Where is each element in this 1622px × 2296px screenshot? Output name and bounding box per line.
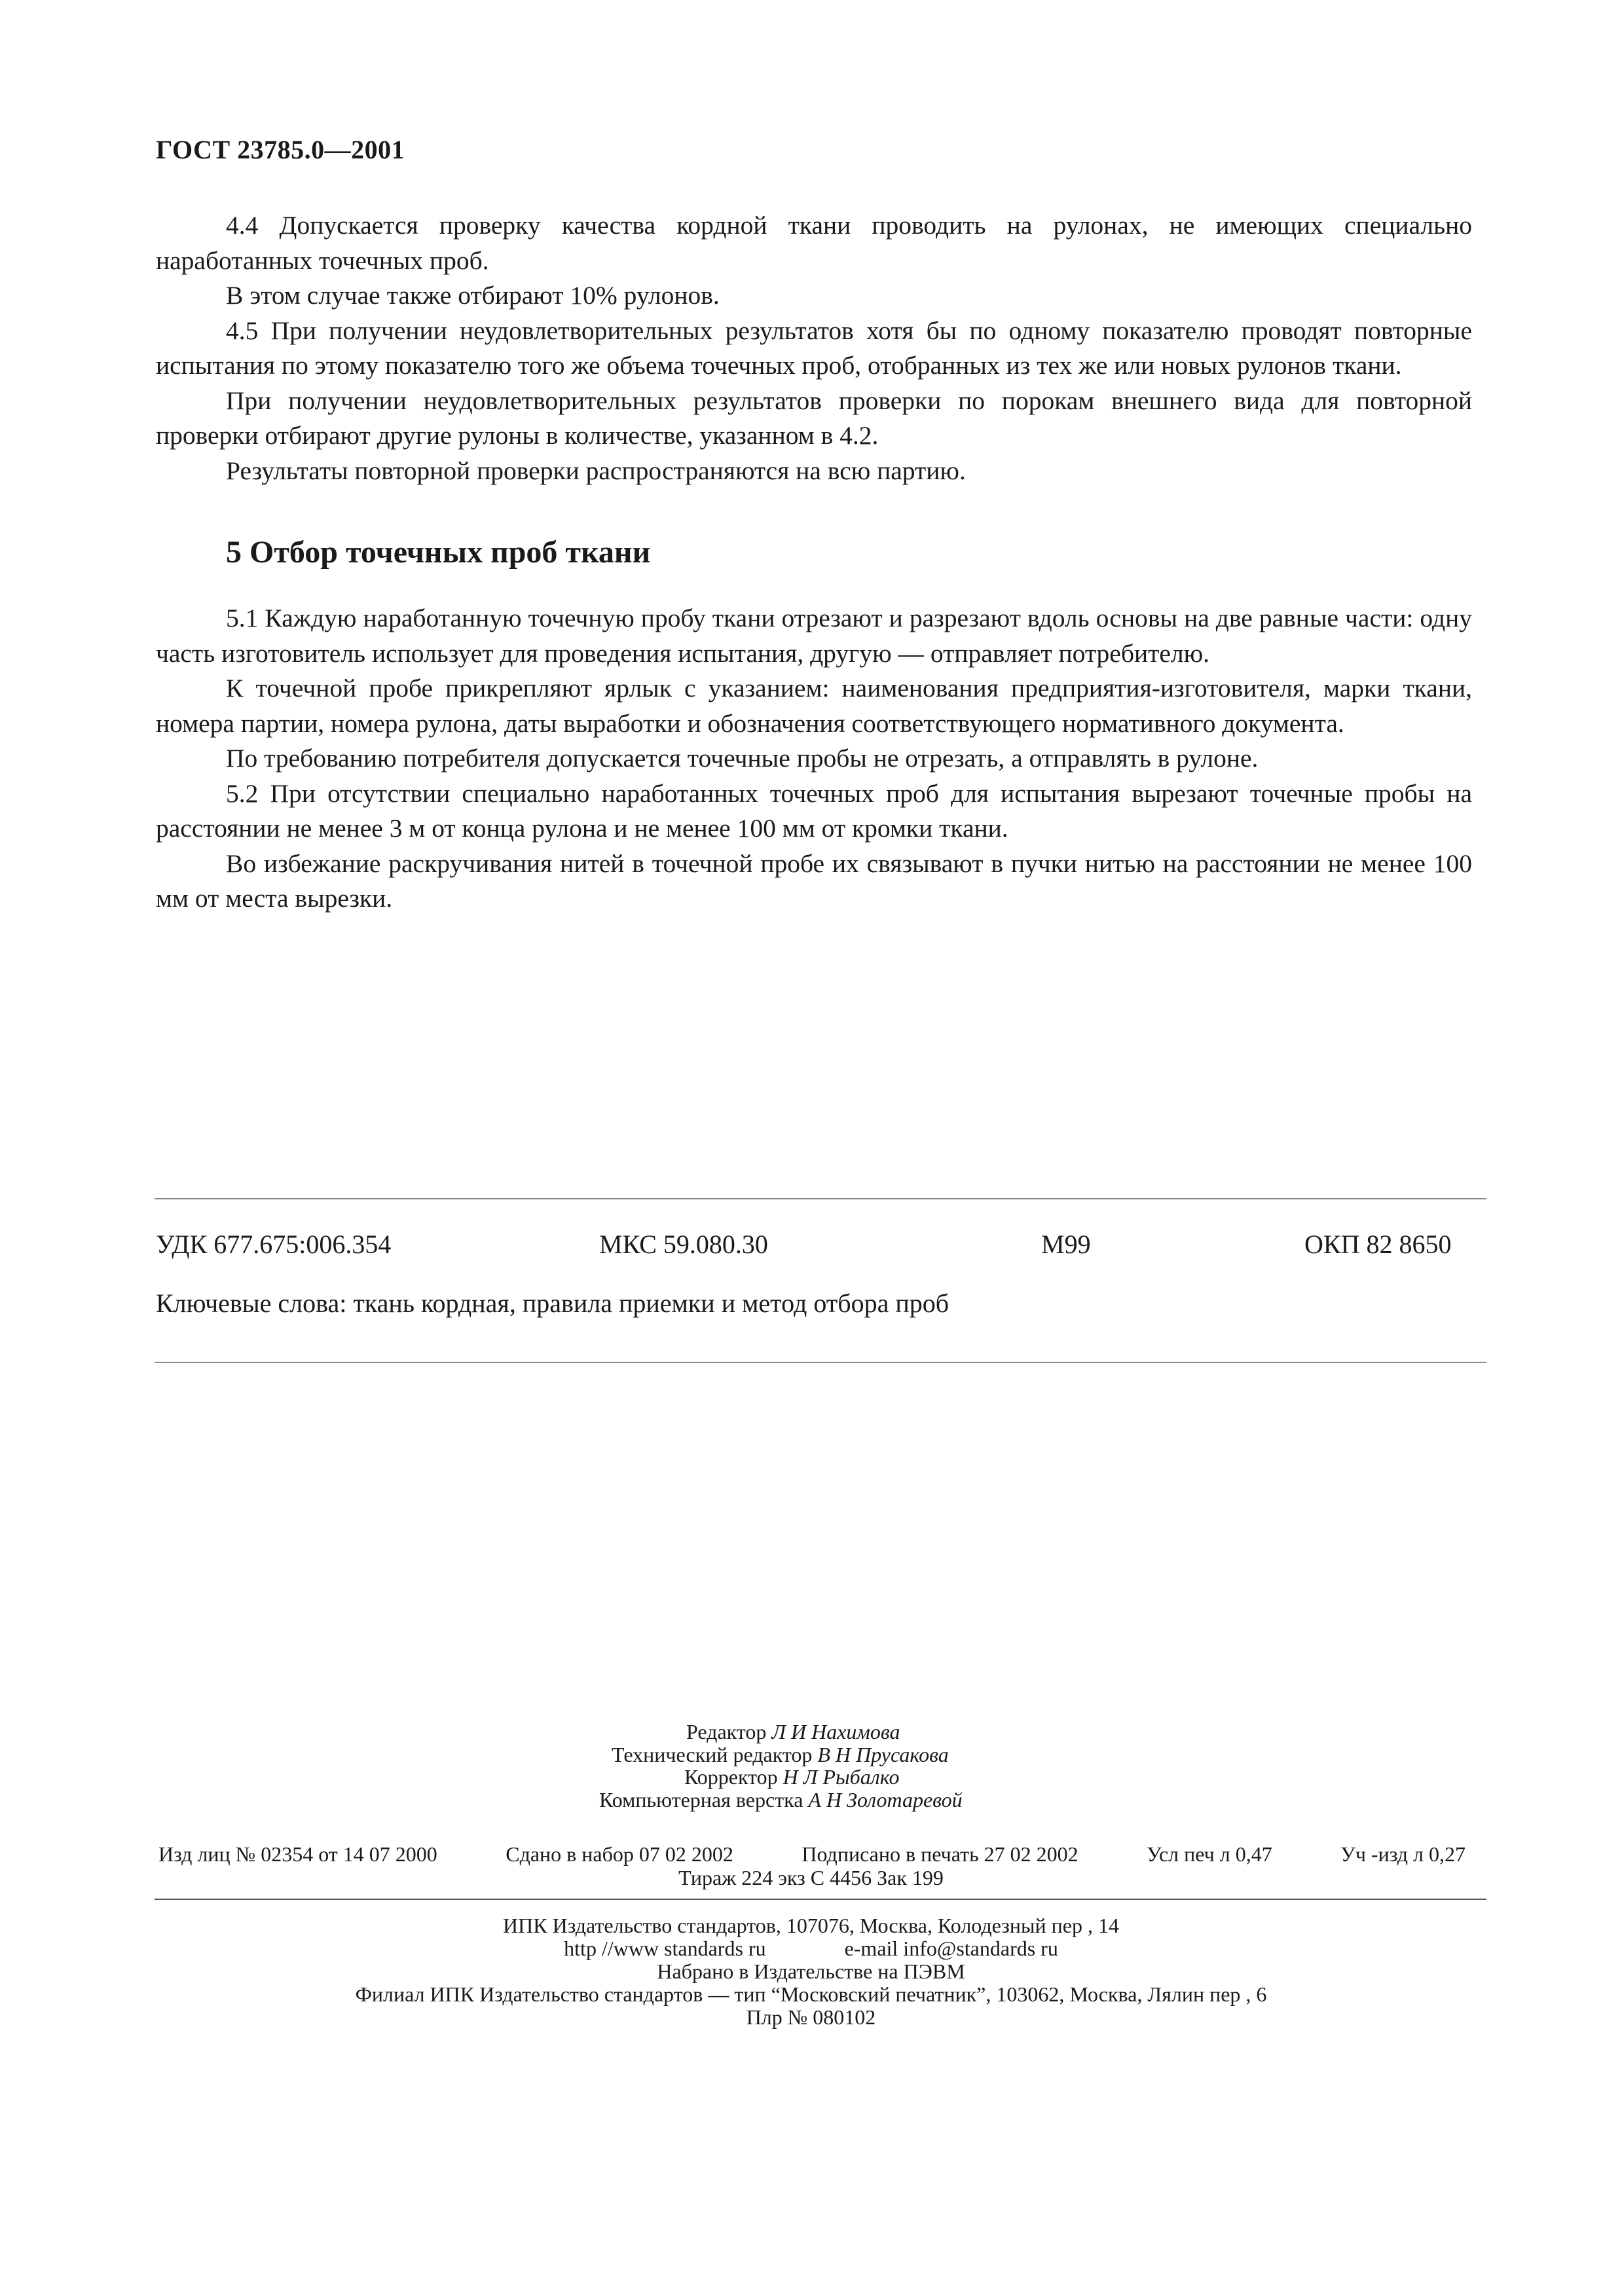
credit-editor — [686, 1720, 900, 1744]
group-code: М99 — [1041, 1230, 1091, 1259]
credit-name: Л И Нахимова — [771, 1720, 900, 1743]
publisher-email: e-mail info@standards ru — [844, 1937, 1058, 1960]
credit-corrector — [684, 1765, 899, 1789]
imprint-rule — [155, 1899, 1486, 1900]
udk-code: УДК 677.675:006.354 — [156, 1230, 392, 1259]
classification-bottom-rule — [155, 1362, 1486, 1363]
publisher-contacts — [0, 1937, 1622, 1960]
paragraph-5-2: 5.2 При отсутствии специально наработанных точечных проб для испытания вырезают точечные пробы на расстоянии не менее 3 м от конца рулона и не менее 100 мм от кромки ткани. — [156, 778, 1472, 843]
document-number: ГОСТ 23785.0—2001 — [156, 135, 405, 164]
imprint-print-run: Тираж 224 экз С 4456 Зак 199 — [678, 1866, 944, 1889]
publisher-address: ИПК Издательство стандартов, 107076, Москва, Колодезный пер , 14 — [503, 1914, 1119, 1937]
mks-code: МКС 59.080.30 — [599, 1230, 768, 1259]
credit-name: В Н Прусакова — [817, 1743, 949, 1766]
paragraph-4-5-result: Результаты повторной проверки распространяются на всю партию. — [226, 456, 966, 485]
paragraph-4-5: 4.5 При получении неудовлетворительных результатов хотя бы по одному показателю проводят повторные испытания по этому показателю того же объема точечных проб, отобранных из тех же или новых рулонов ткани. — [156, 316, 1472, 380]
section-5-body — [156, 601, 1472, 917]
publisher-license: Плр № 080102 — [746, 2005, 876, 2029]
keywords: Ключевые слова: ткань кордная, правила приемки и метод отбора проб — [156, 1288, 949, 1318]
paragraph-5-1-label: К точечной пробе прикрепляют ярлык с указанием: наименования предприятия-изготовителя, марки ткани, номера партии, номера рулона, даты выработки и обозначения соответствующего нормативного документа. — [156, 674, 1472, 738]
credit-role: Технический редактор — [612, 1743, 813, 1766]
paragraph-5-2-threads: Во избежание раскручивания нитей в точечной пробе их связывают в пучки нитью на расстоянии не менее 100 мм от места вырезки. — [156, 848, 1472, 913]
imprint-row — [158, 1842, 1465, 1867]
credit-role: Редактор — [686, 1720, 767, 1743]
imprint-typeset-date: Сдано в набор 07 02 2002 — [506, 1842, 733, 1866]
credit-role: Компьютерная верстка — [599, 1788, 803, 1812]
paragraph-5-1: 5.1 Каждую наработанную точечную пробу ткани отрезают и разрезают вдоль основы на две равные части: одну часть изготовитель использует для проведения испытания, другую — отправляет потребителю. — [156, 604, 1472, 668]
paragraph-4-4-sample: В этом случае также отбирают 10% рулонов. — [226, 281, 720, 310]
credit-name: А Н Золотаревой — [808, 1788, 963, 1812]
okp-code: ОКП 82 8650 — [1304, 1230, 1452, 1259]
imprint-print-sheets: Усл печ л 0,47 — [1147, 1842, 1272, 1866]
publisher-typeset-note: Набрано в Издательстве на ПЭВМ — [657, 1959, 965, 1983]
section-4-body — [156, 208, 1472, 488]
credit-tech-editor — [612, 1743, 949, 1767]
publisher-branch: Филиал ИПК Издательство стандартов — тип “Московский печатник”, 103062, Москва, Лялин пер , 6 — [355, 1982, 1267, 2006]
publisher-block — [0, 1914, 1622, 2029]
publisher-website: http //www standards ru — [564, 1937, 766, 1960]
paragraph-5-1-consumer: По требованию потребителя допускается точечные пробы не отрезать, а отправлять в рулоне. — [226, 744, 1259, 773]
paragraph-4-4: 4.4 Допускается проверку качества кордной ткани проводить на рулонах, не имеющих специально наработанных точечных проб. — [156, 211, 1472, 275]
classification-top-rule — [155, 1198, 1486, 1199]
credit-layout — [599, 1788, 963, 1812]
imprint-signed-date: Подписано в печать 27 02 2002 — [802, 1842, 1078, 1866]
credit-name: Н Л Рыбалко — [783, 1765, 900, 1789]
imprint-pub-sheets: Уч -изд л 0,27 — [1340, 1842, 1465, 1866]
paragraph-4-5-visual: При получении неудовлетворительных результатов проверки по порокам внешнего вида для повторной проверки отбирают другие рулоны в количестве, указанном в 4.2. — [156, 386, 1472, 450]
credit-role: Корректор — [684, 1765, 778, 1789]
imprint-license: Изд лиц № 02354 от 14 07 2000 — [158, 1842, 437, 1866]
section-5-heading: 5 Отбор точечных проб ткани — [226, 535, 651, 570]
